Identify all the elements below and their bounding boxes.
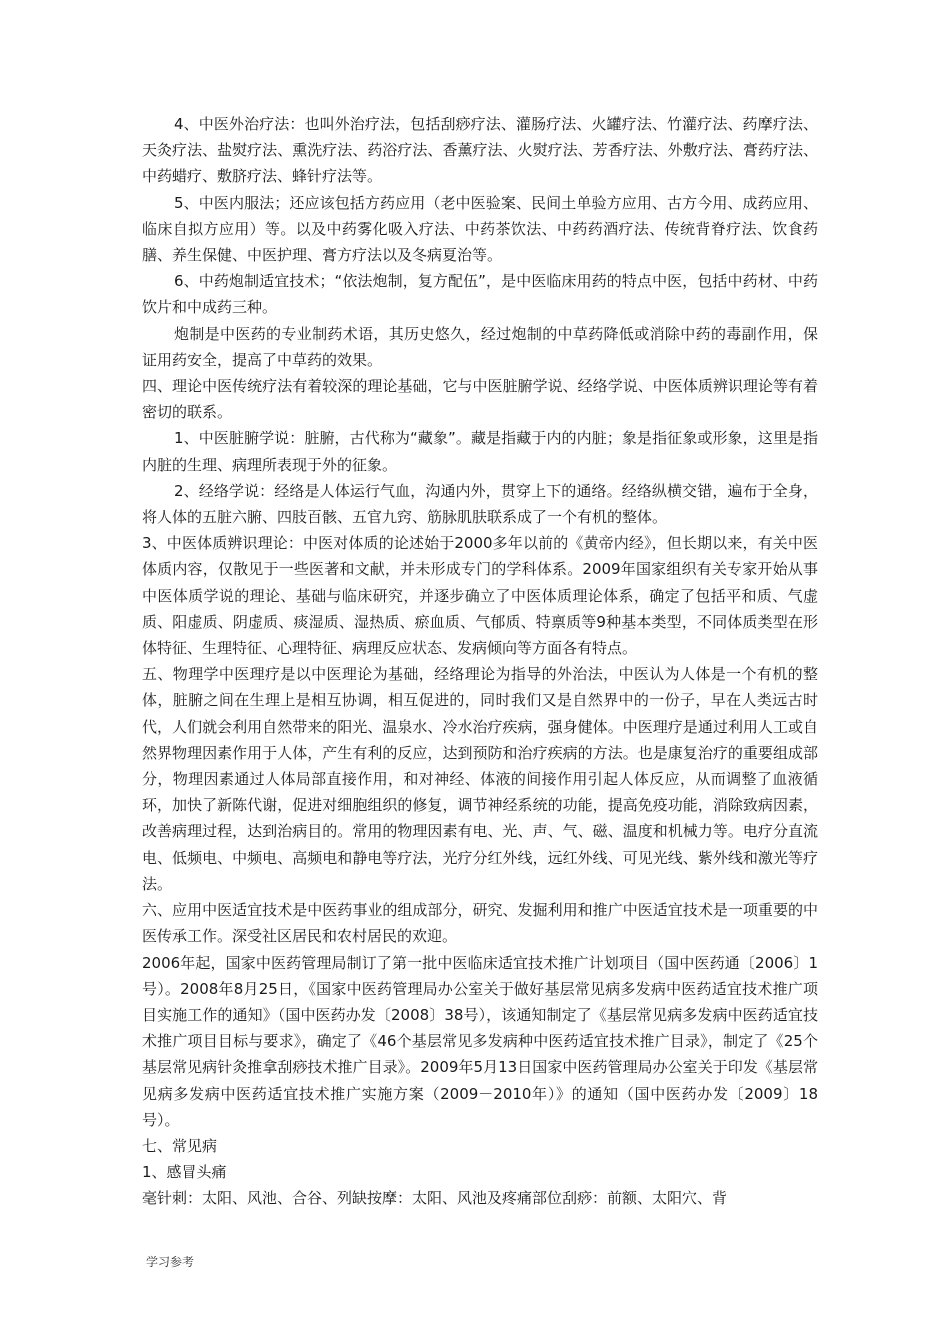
section-heading-4: 四、理论中医传统疗法有着较深的理论基础，它与中医脏腑学说、经络学说、中医体质辨识理论等有着密切的联系。	[142, 377, 818, 422]
section-heading-7: 七、常见病	[142, 1136, 218, 1155]
document-body	[142, 111, 818, 1212]
subheading: 1、感冒头痛	[142, 1163, 227, 1182]
paragraph: 2006年起，国家中医药管理局制订了第一批中医临床适宜技术推广计划项目（国中医药通〔2006〕1号）。2008年8月25日，《国家中医药管理局办公室关于做好基层常见病多发病中医药适宜技术推广项目实施工作的通知》（国中医药办发〔2008〕38号），该通知制定了《基层常见病多发病中医药适宜技术推广项目目标与要求》，确定了《46个基层常见多发病种中医药适宜技术推广目录》，制定了《25个基层常见病针灸推拿刮痧技术推广目录》。2009年5月13日国家中医药管理局办公室关于印发《基层常见病多发病中医药适宜技术推广实施方案（2009－2010年）》的通知（国中医药办发〔2009〕18号）。	[142, 953, 818, 1129]
paragraph: 3、中医体质辨识理论：中医对体质的论述始于2000多年以前的《黄帝内经》，但长期以来，有关中医体质内容，仅散见于一些医著和文献，并未形成专门的学科体系。2009年国家组织有关专家开始从事中医体质学说的理论、基础与临床研究，并逐步确立了中医体质理论体系，确定了包括平和质、气虚质、阳虚质、阴虚质、痰湿质、湿热质、瘀血质、气郁质、特禀质等9种基本类型，不同体质类型在形体特征、生理特征、心理特征、病理反应状态、发病倾向等方面各有特点。	[142, 534, 818, 658]
section-heading-6: 六、应用中医适宜技术是中医药事业的组成部分，研究、发掘利用和推广中医适宜技术是一项重要的中医传承工作。深受社区居民和农村居民的欢迎。	[142, 901, 818, 946]
paragraph: 5、中医内服法；还应该包括方药应用（老中医验案、民间土单验方应用、古方今用、成药应用、临床自拟方应用）等。以及中药雾化吸入疗法、中药茶饮法、中药药酒疗法、传统背脊疗法、饮食药膳、养生保健、中医护理、膏方疗法以及冬病夏治等。	[142, 193, 818, 265]
paragraph: 2、经络学说：经络是人体运行气血，沟通内外，贯穿上下的通络。经络纵横交错，遍布于全身，将人体的五脏六腑、四肢百骸、五官九窍、筋脉肌肤联系成了一个有机的整体。	[142, 481, 818, 527]
section-heading-5: 五、物理学中医理疗是以中医理论为基础，经络理论为指导的外治法，中医认为人体是一个有机的整体，脏腑之间在生理上是相互协调，相互促进的，同时我们又是自然界中的一份子，早在人类远古时代，人们就会利用自然带来的阳光、温泉水、冷水治疗疾病，强身健体。中医理疗是通过利用人工或自然界物理因素作用于人体，产生有利的反应，达到预防和治疗疾病的方法。也是康复治疗的重要组成部分，物理因素通过人体局部直接作用，和对神经、体液的间接作用引起人体反应，从而调整了血液循环，加快了新陈代谢，促进对细胞组织的修复，调节神经系统的功能，提高免疫功能，消除致病因素，改善病理过程，达到治病目的。常用的物理因素有电、光、声、气、磁、温度和机械力等。电疗分直流电、低频电、中频电、高频电和静电等疗法，光疗分红外线，远红外线、可见光线、紫外线和激光等疗法。	[142, 665, 818, 893]
page-footer: 学习参考	[146, 1255, 195, 1269]
paragraph: 毫针刺：太阳、风池、合谷、列缺按摩：太阳、风池及疼痛部位刮痧：前额、太阳穴、背	[142, 1189, 728, 1208]
paragraph: 炮制是中医药的专业制药术语，其历史悠久，经过炮制的中草药降低或消除中药的毒副作用，保证用药安全，提高了中草药的效果。	[142, 324, 818, 369]
paragraph: 4、中医外治疗法：也叫外治疗法，包括刮痧疗法、灌肠疗法、火罐疗法、竹灌疗法、药摩疗法、天灸疗法、盐熨疗法、熏洗疗法、药浴疗法、香薰疗法、火熨疗法、芳香疗法、外敷疗法、膏药疗法、中药蜡疗、敷脐疗法、蜂针疗法等。	[142, 115, 818, 186]
paragraph: 1、中医脏腑学说：脏腑，古代称为“藏象”。藏是指藏于内的内脏；象是指征象或形象，这里是指内脏的生理、病理所表现于外的征象。	[142, 429, 818, 474]
paragraph: 6、中药炮制适宜技术；“依法炮制，复方配伍”，是中医临床用药的特点中医，包括中药材、中药饮片和中成药三种。	[142, 272, 818, 317]
